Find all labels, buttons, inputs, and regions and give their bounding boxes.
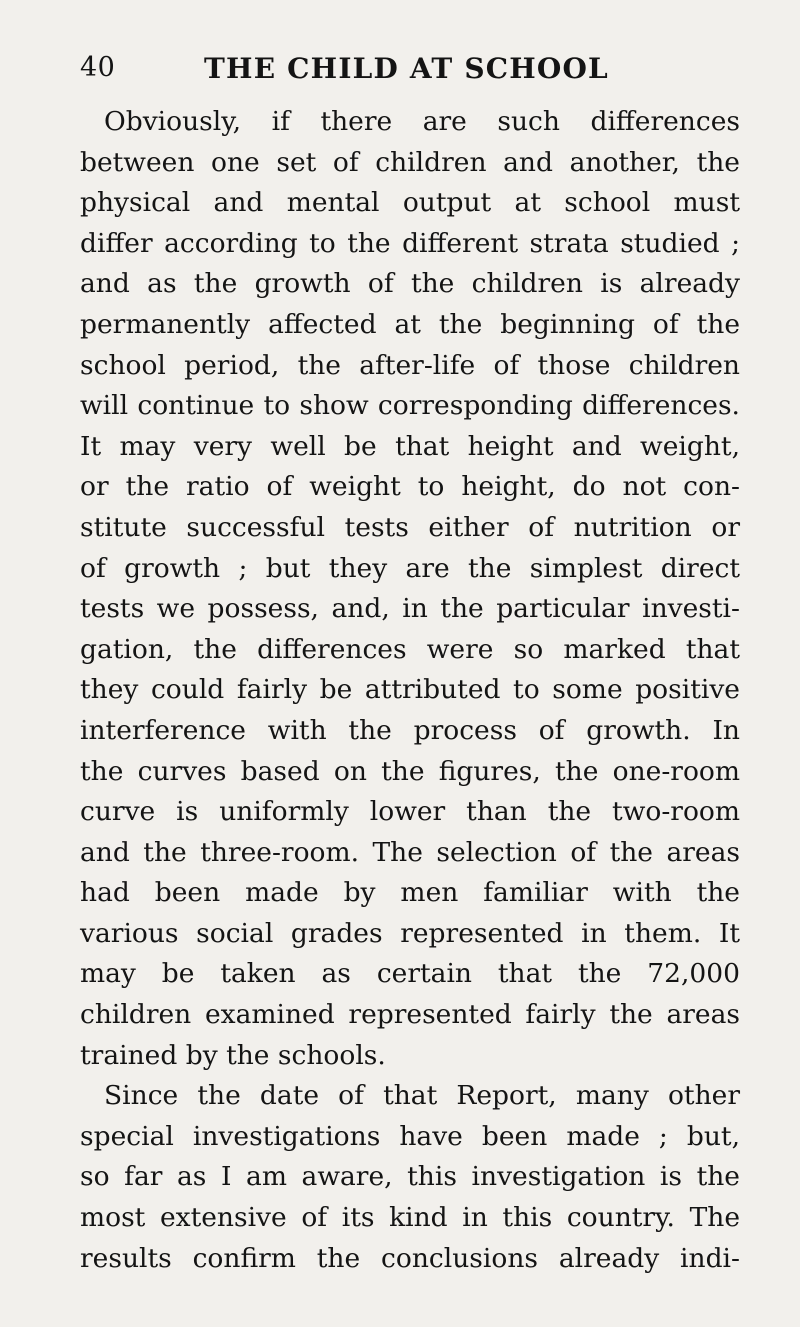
text-line: or the ratio of weight to height, do not con- [80,471,740,503]
text-line: they could fairly be attributed to some positive [80,674,740,706]
text-line: stitute successful tests either of nutrition or [80,511,740,543]
page-number: 40 [80,52,116,83]
text-line: and the three-room. The selection of the areas [80,836,740,868]
text-line: various social grades represented in them. It [80,917,740,949]
text-line: physical and mental output at school must [80,187,740,219]
text-line: gation, the differences were so marked that [80,633,740,665]
text-line: trained by the schools. [80,1039,386,1071]
text-line: had been made by men familiar with the [80,877,740,909]
text-line: so far as I am aware, this investigation is the [80,1161,740,1193]
text-line: most extensive of its kind in this country. The [80,1202,740,1234]
text-line: of growth ; but they are the simplest direct [80,552,740,584]
body-text [80,102,740,1279]
text-line: results confirm the conclusions already indi- [80,1242,740,1274]
text-line: the curves based on the figures, the one-room [80,755,740,787]
text-line: children examined represented fairly the areas [80,999,740,1031]
text-line: will continue to show corresponding differences. [80,390,740,422]
text-line: tests we possess, and, in the particular investi- [80,593,740,625]
text-line: may be taken as certain that the 72,000 [80,958,740,990]
page-header [80,52,720,92]
text-line: interference with the process of growth. In [80,714,740,746]
text-line: differ according to the different strata studied ; [80,227,740,259]
text-line: It may very well be that height and weight, [80,430,740,462]
text-line: Since the date of that Report, many other [104,1080,740,1112]
text-line: permanently affected at the beginning of the [80,308,740,340]
text-line: curve is uniformly lower than the two-room [80,796,740,828]
text-line: school period, the after-life of those children [80,349,740,381]
text-line: between one set of children and another, the [80,146,740,178]
text-line: special investigations have been made ; but, [80,1120,740,1152]
text-line: Obviously, if there are such differences [104,106,740,137]
running-title: THE CHILD AT SCHOOL [204,52,609,85]
text-line: and as the growth of the children is already [80,268,740,300]
